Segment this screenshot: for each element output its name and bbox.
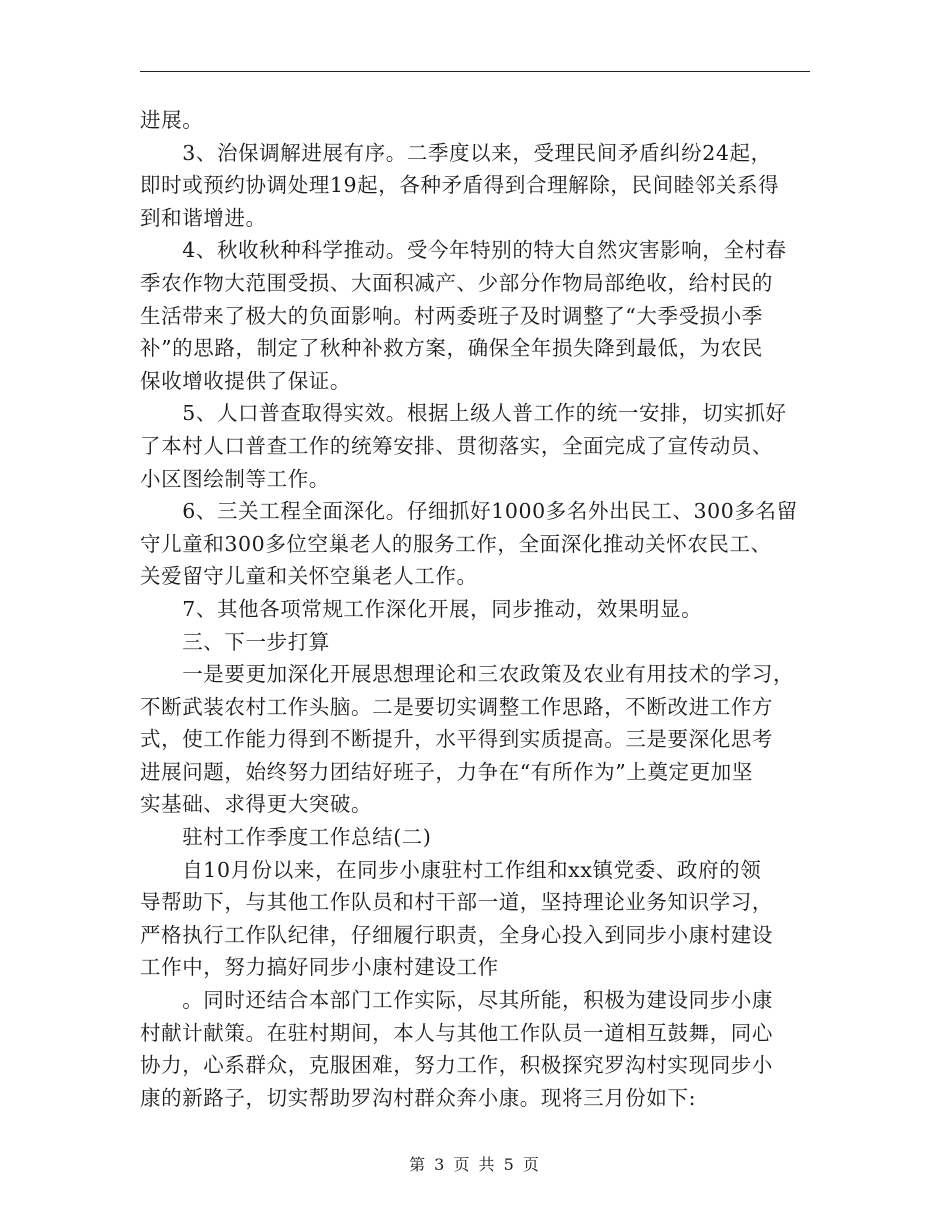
text-line: 了本村人口普查工作的统筹安排、贯彻落实，全面完成了宣传动员、 — [140, 433, 773, 458]
text-line: 3、治保调解进展有序。二季度以来，受理民间矛盾纠纷24起， — [140, 140, 772, 165]
text-line: 自10月份以来，在同步小康驻村工作组和xx镇党委、政府的领 — [140, 857, 762, 882]
text-line: 6、三关工程全面深化。仔细抓好1000多名外出民工、300多名留 — [140, 499, 798, 524]
text-line: 式，使工作能力得到不断提升，水平得到实质提高。三是要深化思考 — [140, 727, 773, 752]
text-line: 生活带来了极大的负面影响。村两委班子及时调整了“大季受损小季 — [140, 303, 763, 328]
text-line: 村献计献策。在驻村期间，本人与其他工作队员一道相互鼓舞，同心 — [140, 1020, 773, 1045]
text-line: 进展。 — [140, 108, 204, 132]
section-heading: 驻村工作季度工作总结(二) — [140, 825, 432, 850]
text-line: 到和谐增进。 — [140, 205, 267, 230]
text-line: 补”的思路，制定了秋种补救方案，确保全年损失降到最低，为农民 — [140, 336, 763, 361]
page-number: 第 3 页 共 5 页 — [409, 1155, 541, 1174]
text-line: 5、人口普查取得实效。根据上级人普工作的统一安排，切实抓好 — [140, 401, 787, 426]
text-line: 。同时还结合本部门工作实际，尽其所能，积极为建设同步小康 — [140, 988, 773, 1013]
text-line: 工作中，努力搞好同步小康村建设工作 — [140, 955, 499, 980]
text-line: 小区图绘制等工作。 — [140, 466, 330, 491]
text-line: 导帮助下，与其他工作队员和村干部一道，坚持理论业务知识学习， — [140, 890, 773, 915]
header-rule — [140, 71, 810, 72]
text-line: 一是要更加深化开展思想理论和三农政策及农业有用技术的学习， — [140, 662, 795, 687]
text-line: 严格执行工作队纪律，仔细履行职责，全身心投入到同步小康村建设 — [140, 922, 773, 947]
text-line: 关爱留守儿童和关怀空巢老人工作。 — [140, 564, 478, 589]
document-body — [140, 104, 812, 1114]
text-line: 进展问题，始终努力团结好班子，力争在“有所作为”上奠定更加坚 — [140, 759, 753, 784]
text-line: 季农作物大范围受损、大面积减产、少部分作物局部绝收，给村民的 — [140, 270, 773, 295]
text-line: 即时或预约协调处理19起，各种矛盾得到合理解除，民间睦邻关系得 — [140, 173, 780, 198]
text-line: 不断武装农村工作头脑。二是要切实调整工作思路，不断改进工作方 — [140, 694, 773, 719]
text-line: 7、其他各项常规工作深化开展，同步推动，效果明显。 — [140, 596, 703, 621]
text-line: 协力，心系群众，克服困难，努力工作，积极探究罗沟村实现同步小 — [140, 1053, 773, 1078]
text-line: 守儿童和300多位空巢老人的服务工作，全面深化推动关怀农民工、 — [140, 531, 772, 556]
text-line: 康的新路子，切实帮助罗沟村群众奔小康。现将三月份如下: — [140, 1085, 697, 1110]
text-line: 保收增收提供了保证。 — [140, 368, 351, 393]
text-line: 实基础、求得更大突破。 — [140, 792, 373, 817]
text-line: 4、秋收秋种科学推动。受今年特别的特大自然灾害影响，全村春 — [140, 238, 787, 263]
section-heading: 三、下一步打算 — [140, 629, 330, 654]
